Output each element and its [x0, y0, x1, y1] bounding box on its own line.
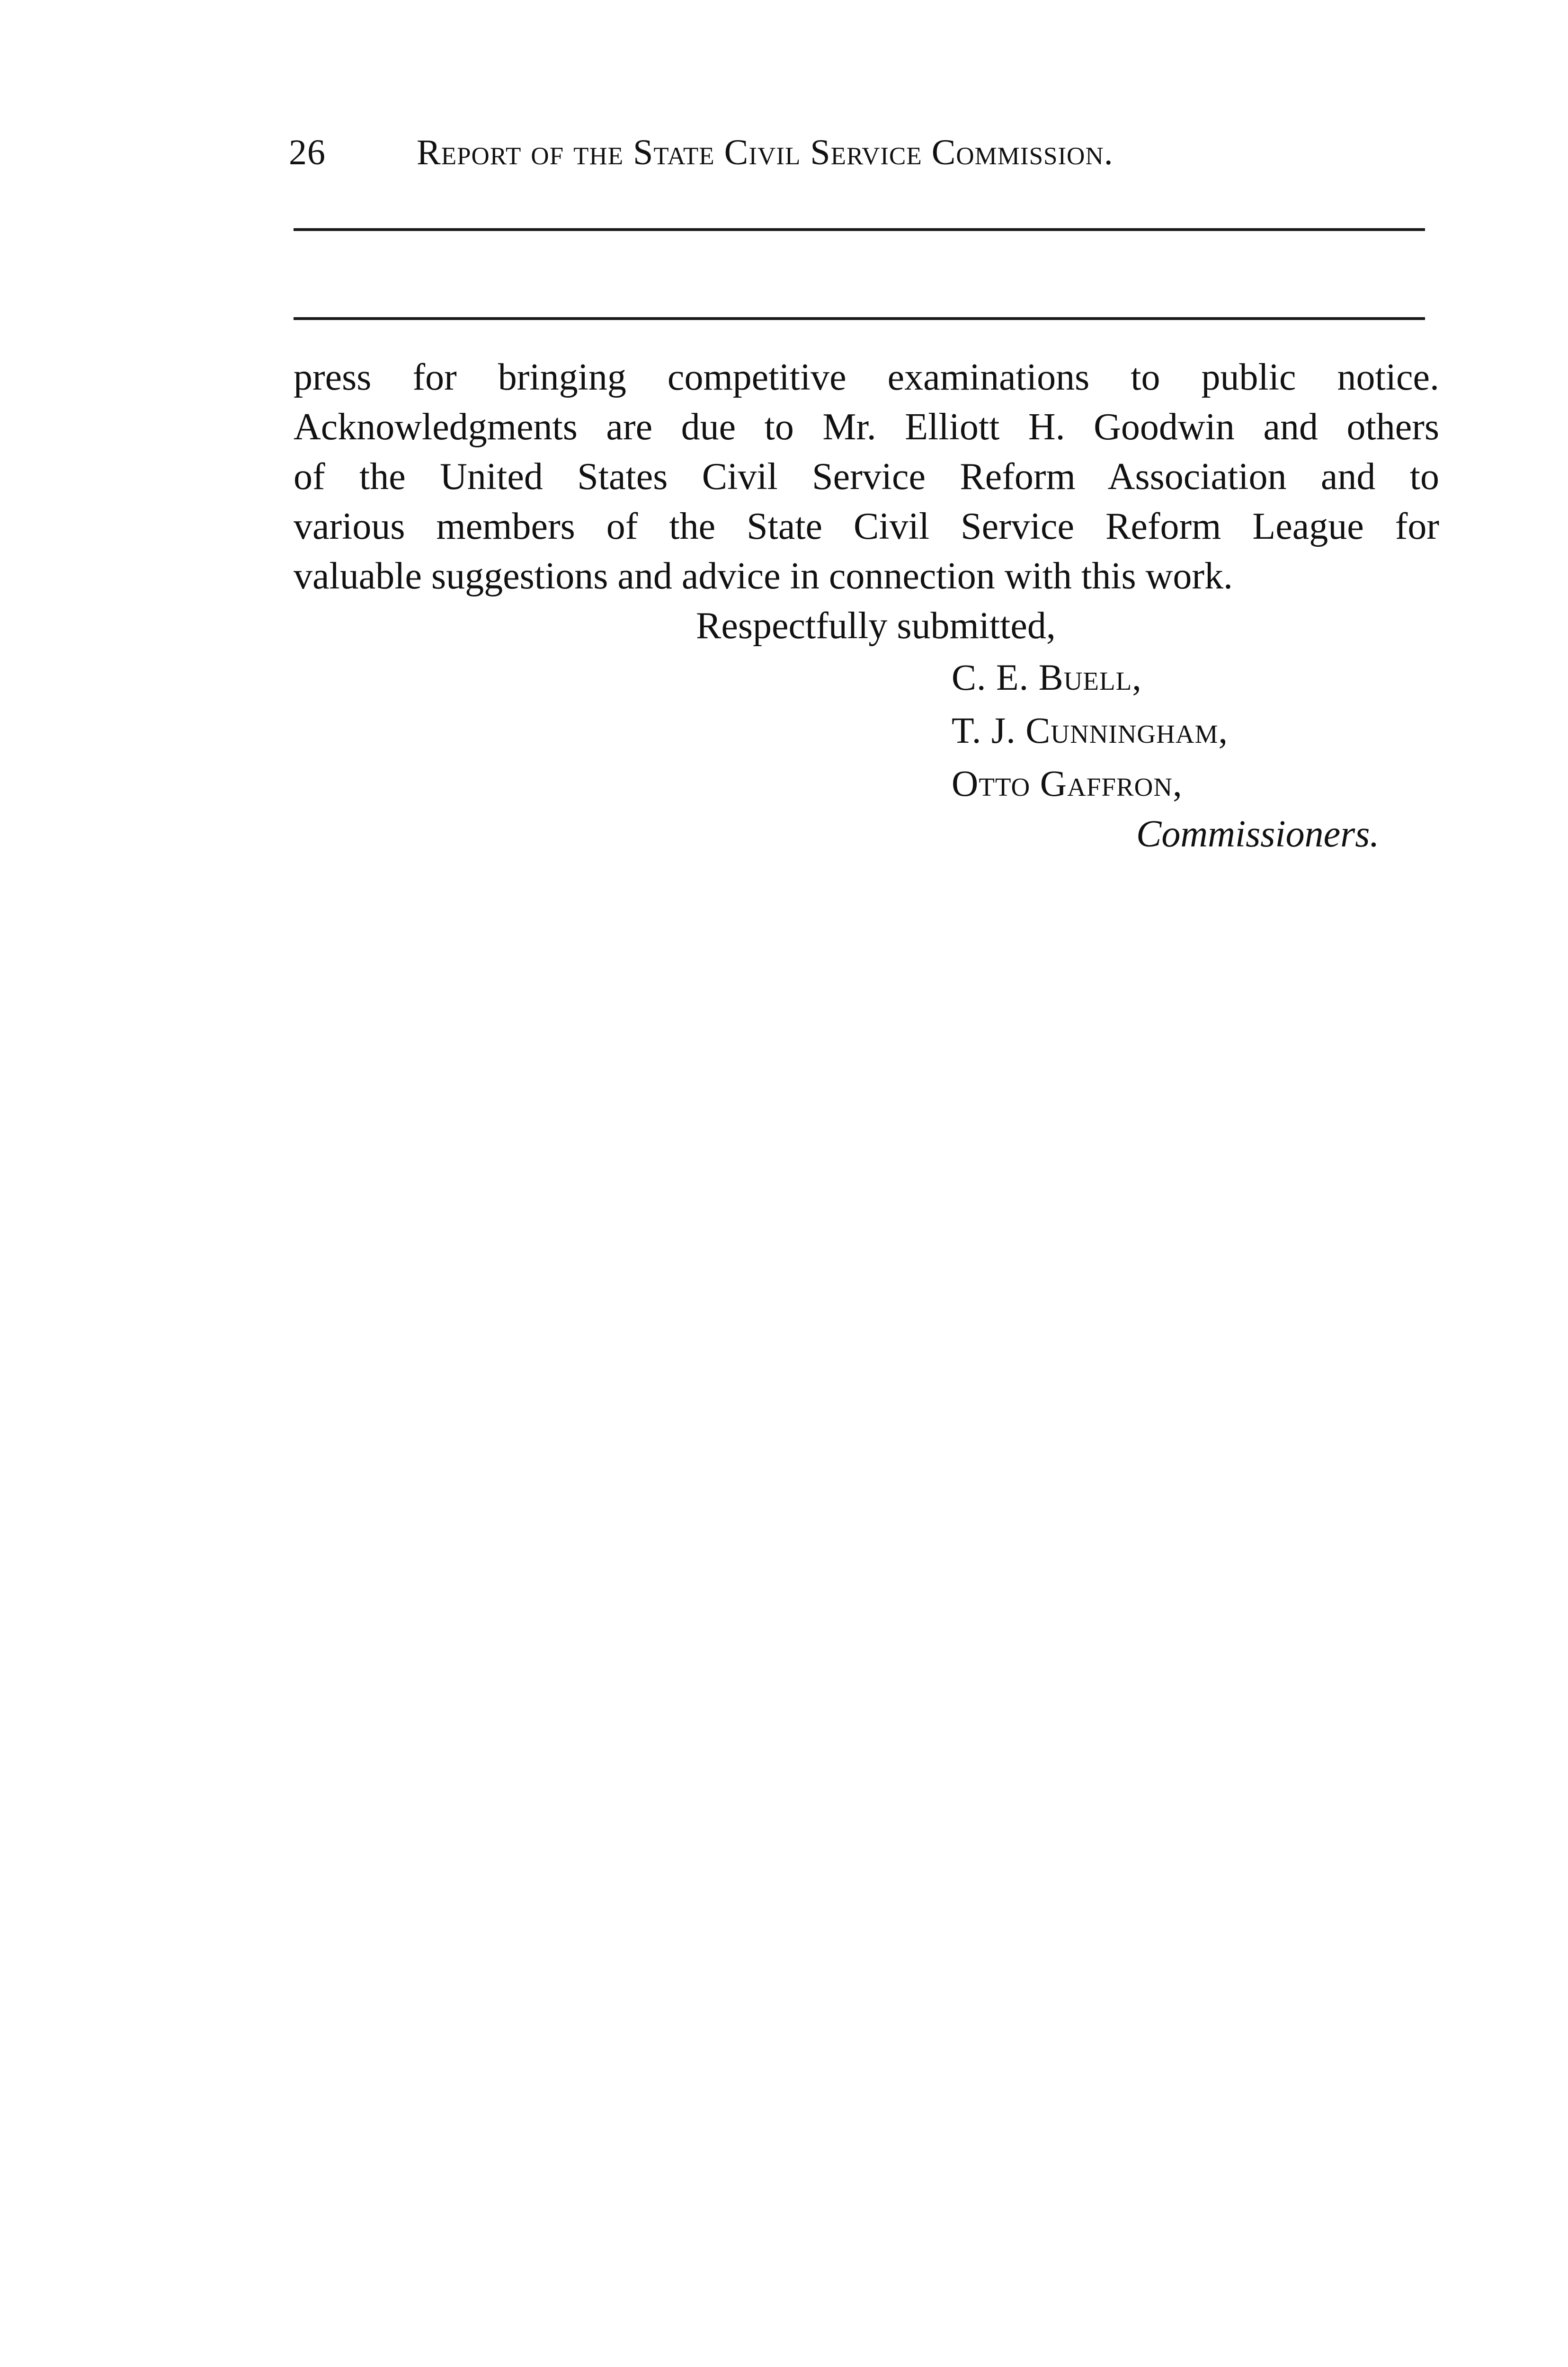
signatory-name: T. J. Cunningham, [952, 710, 1228, 751]
body-line: press for bringing competitive examinations to public notice. [294, 356, 1439, 398]
body-paragraph [294, 353, 1439, 601]
running-title: Report of the State Civil Service Commission. [417, 133, 1114, 172]
header-rule-top [294, 228, 1425, 231]
body-line: Acknowledgments are due to Mr. Elliott H. Goodwin and others [294, 406, 1439, 448]
signatory-role: Commissioners. [1136, 813, 1380, 855]
page-number: 26 [289, 133, 326, 172]
body-line: of the United States Civil Service Reform Association and to [294, 456, 1439, 498]
body-line: valuable suggestions and advice in connection with this work. [294, 555, 1233, 597]
signatory-list [952, 651, 1228, 810]
body-line: various members of the State Civil Service Reform League for [294, 506, 1439, 547]
header-rule-bottom [294, 317, 1425, 320]
closing-salutation: Respectfully submitted, [696, 605, 1056, 647]
signatory-name: Otto Gaffron, [952, 763, 1183, 804]
running-head [289, 124, 1425, 181]
signatory-name: C. E. Buell, [952, 657, 1142, 698]
